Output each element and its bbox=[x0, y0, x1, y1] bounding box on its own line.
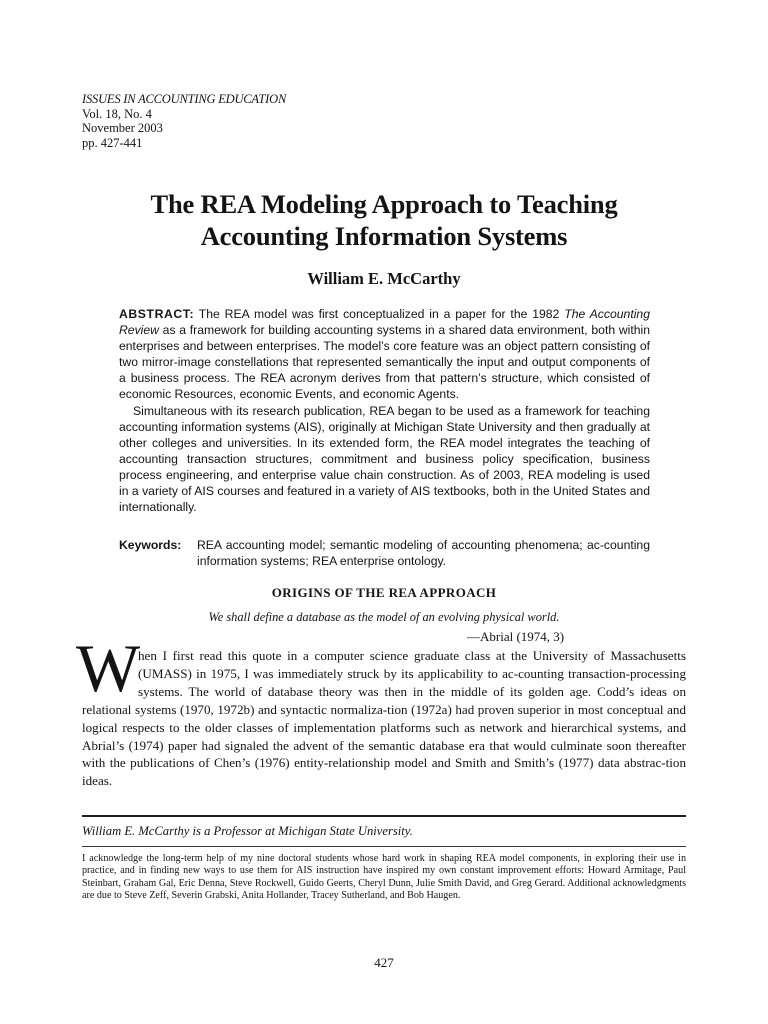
body-paragraph bbox=[82, 647, 686, 790]
body-paragraph-text: hen I first read this quote in a computer science graduate class at the University of Massachusetts (UMASS) in 1975, I was immediately struck by its applicability to ac-counting transaction-processing systems. The world of database theory was then in the middle of its golden age. Codd’s ideas on relational systems (1970, 1972b) and syntactic normaliza-tion (1972a) had proven superior in most conceptual and logical respects to the older classes of implementation platforms such as network and hierarchical systems, and Abrial’s (1974) paper had signaled the advent of the semantic database era that would culminate soon thereafter with the publications of Chen’s (1976) entity-relationship model and Smith and Smith’s (1977) data abstrac-tion ideas. bbox=[82, 648, 686, 789]
acknowledgment-footnote bbox=[82, 853, 686, 903]
abstract bbox=[119, 306, 650, 515]
journal-citation bbox=[82, 92, 286, 150]
journal-name: ISSUES IN ACCOUNTING EDUCATION bbox=[82, 92, 287, 106]
article-title-line-2: Accounting Information Systems bbox=[200, 221, 568, 251]
article-author: William E. McCarthy bbox=[307, 269, 461, 288]
drop-cap-space bbox=[82, 647, 138, 699]
journal-pages: pp. 427-441 bbox=[82, 135, 143, 150]
abstract-text-1a: The REA model was first conceptualized in a paper for the 1982 bbox=[194, 307, 565, 321]
article-title-line-1: The REA Modeling Approach to Teaching bbox=[150, 189, 618, 219]
keywords-text: REA accounting model; semantic modeling of accounting phenomena; ac-counting information systems; REA enterprise ontology. bbox=[197, 538, 650, 568]
abstract-text-1b: as a framework for building accounting systems in a shared data environment, both within enterprises and between enterprises. The model’s core feature was an object pattern consisting of two mirror-image constellations that represented semantically the input and output components of a business process. The REA acronym derives from that pattern’s structure, which consisted of economic Resources, economic Events, and economic Agents. bbox=[119, 323, 650, 401]
footnote-rule bbox=[82, 815, 686, 817]
section-heading: ORIGINS OF THE REA APPROACH bbox=[271, 585, 497, 600]
footnote-divider bbox=[82, 846, 686, 847]
keywords-label: Keywords: bbox=[119, 538, 182, 552]
footnote-author: William E. McCarthy is a Professor at Michigan State University. bbox=[82, 824, 413, 838]
abstract-label: ABSTRACT: bbox=[119, 307, 195, 321]
journal-date: November 2003 bbox=[82, 121, 163, 136]
journal-volume: Vol. 18, No. 4 bbox=[82, 106, 152, 121]
epigraph-quote: We shall define a database as the model of an evolving physical world. bbox=[208, 610, 560, 624]
drop-cap: W bbox=[76, 630, 141, 706]
epigraph-attribution: —Abrial (1974, 3) bbox=[467, 629, 565, 644]
article-title bbox=[60, 188, 708, 252]
acknowledgment-text: I acknowledge the long-term help of my nine doctoral students whose hard work in shaping REA model components, in exploring their use in practice, and in finding new ways to use them for AIS instruction have inspired my own constant improvement efforts: Howard Armitage, Paul Steinbart, Graham Gal, Eric Denna, Steve Rockwell, Guido Geerts, Cheryl Dunn, Julie Smith David, and Greg Gerard. Additional acknowledgments are due to Steve Zeff, Severin Grabski, Anita Hollander, Tracey Sutherland, and Bob Haugen. bbox=[82, 853, 686, 902]
page-number: 427 bbox=[374, 955, 394, 970]
abstract-journal-ref: The Accounting Review bbox=[119, 307, 650, 337]
abstract-paragraph-1 bbox=[119, 306, 650, 402]
abstract-paragraph-2: Simultaneous with its research publication, REA began to be used as a framework for teaching accounting information systems (AIS), originally at Michigan State University and then gradually at other colleges and universities. In its extended form, the REA model integrates the teaching of accounting transaction structures, commitment and business policy specification, business process engineering, and enterprise value chain construction. As of 2003, REA modeling is used in a variety of AIS courses and featured in a variety of AIS textbooks, both in the United States and internationally. bbox=[119, 404, 650, 514]
